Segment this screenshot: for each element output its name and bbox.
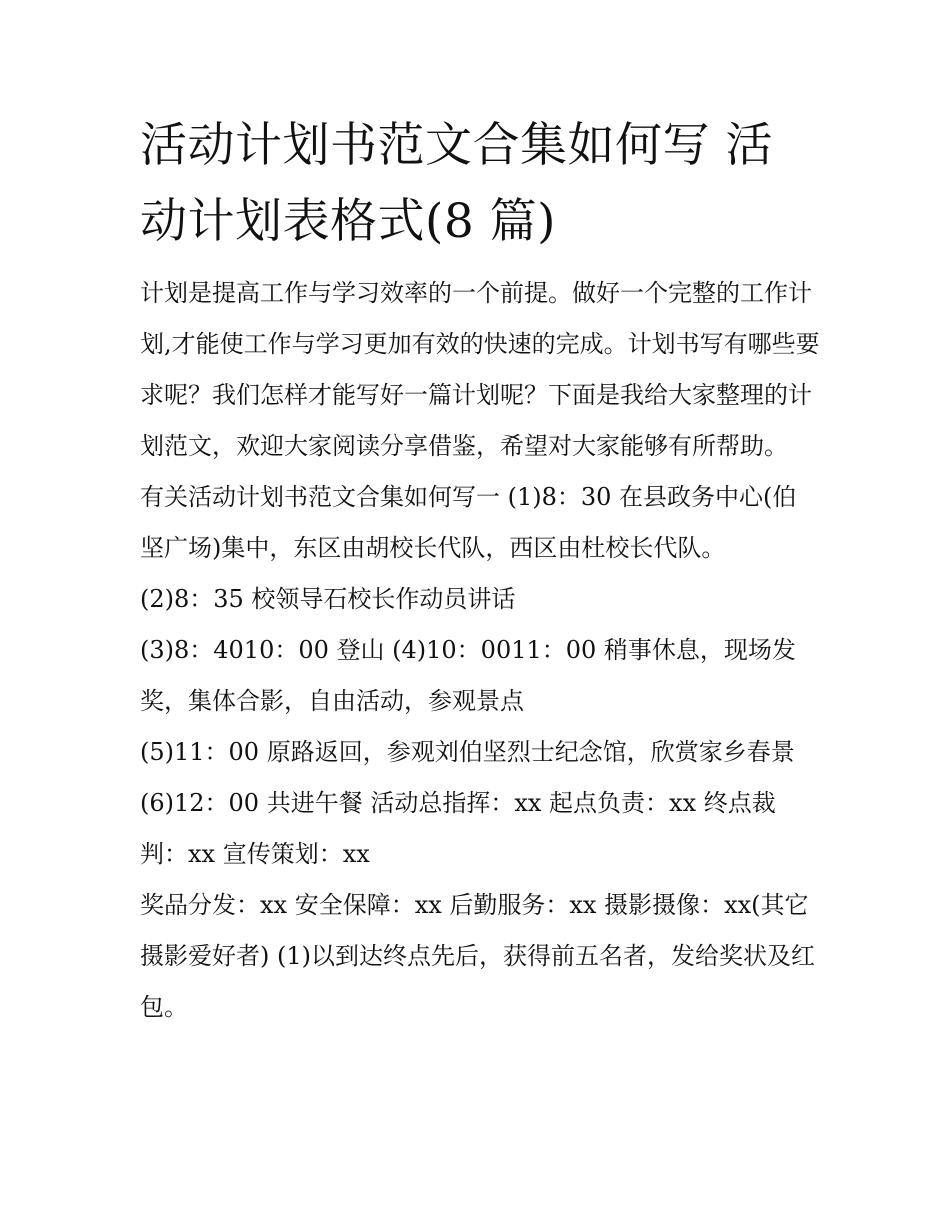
paragraph-schedule-1: 有关活动计划书范文合集如何写一 (1)8：30 在县政务中心(伯坚广场)集中，东区由胡校长代队，西区由杜校长代队。 <box>140 483 797 562</box>
document-content <box>140 108 820 1033</box>
paragraph-schedule-3-4: (3)8：4010：00 登山 (4)10：0011：00 稍事休息，现场发奖，集体合影，自由活动，参观景点 <box>140 636 796 715</box>
paragraph-schedule-5: (5)11：00 原路返回，参观刘伯坚烈士纪念馆，欣赏家乡春景 <box>140 738 795 766</box>
paragraph-intro: 计划是提高工作与学习效率的一个前提。做好一个完整的工作计划,才能使工作与学习更加有效的快速的完成。计划书写有哪些要求呢？我们怎样才能写好一篇计划呢？下面是我给大家整理的计划范文，欢迎大家阅读分享借鉴，希望对大家能够有所帮助。 <box>140 279 820 460</box>
paragraph-prizes: 奖品分发：xx 安全保障：xx 后勤服务：xx 摄影摄像：xx(其它摄影爱好者) (1)以到达终点先后，获得前五名者，发给奖状及红包。 <box>140 891 815 1021</box>
paragraph-schedule-2: (2)8：35 校领导石校长作动员讲话 <box>140 585 516 613</box>
document-title: 活动计划书范文合集如何写 活动计划表格式(8 篇) <box>140 118 773 249</box>
paragraph-schedule-6: (6)12：00 共进午餐 活动总指挥：xx 起点负责：xx 终点裁判：xx 宣传策划：xx <box>140 789 776 868</box>
